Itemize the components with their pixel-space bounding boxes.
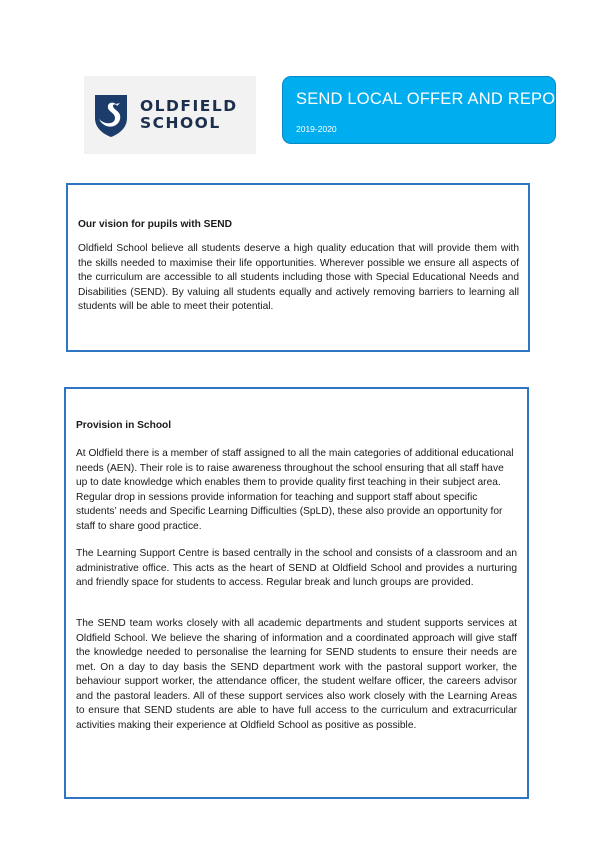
school-wordmark — [140, 98, 238, 132]
provision-paragraph: The SEND team works closely with all academic departments and student supports services at Oldfield School. We believe the sharing of information and a coordinated approach will give staff the knowledge needed to personalise the learning for SEND students to ensure their needs are met. On a day to day basis the SEND department work with the pastoral support worker, the behaviour support worker, the attendance officer, the student welfare officer, the careers advisor and the pastoral leaders. All of these support services also work closely with the Learning Areas to ensure that SEND students are able to have full access to the curriculum and extracurricular activities making their experience at Oldfield School as positive as possible. — [76, 618, 517, 731]
provision-paragraph: The Learning Support Centre is based centrally in the school and consists of a classroom and an administrative office. This acts as the heart of SEND at Oldfield School and provides a nurturing and friendly space for students to access. Regular break and lunch groups are provided. — [76, 548, 517, 588]
vision-heading: Our vision for pupils with SEND — [78, 219, 232, 230]
school-logo — [84, 76, 256, 154]
vision-body: Oldfield School believe all students deserve a high quality education that will provide them with the skills needed to maximise their life opportunities. Wherever possible we ensure all aspects of the curriculum are accessible to all students including those with Special Educational Needs and Disabilities (SEND). By valuing all students equally and actively removing barriers to learning all students will be able to meet their potential. — [78, 243, 519, 312]
swan-crest-icon — [92, 92, 130, 138]
title-card — [282, 76, 578, 144]
provision-section — [64, 387, 529, 799]
vision-section — [66, 183, 530, 352]
logo-line-1: OLDFIELD — [140, 97, 238, 115]
provision-heading: Provision in School — [76, 420, 172, 431]
provision-paragraph: At Oldfield there is a member of staff assigned to all the main categories of additional educational needs (AEN). Their role is to raise awareness throughout the school ensuring that all staff have up to date knowledge which enables them to provide quality first teaching in their subject area. Regular drop in sessions provide information for teaching and support staff about specific students’ needs and Specific Learning Difficulties (SpLD), these also provide an opportunity for staff to share good practice. — [76, 448, 514, 532]
document-year: 2019-2020 — [296, 124, 337, 134]
document-title: SEND LOCAL OFFER AND REPORT — [296, 90, 578, 108]
logo-line-2: SCHOOL — [140, 114, 221, 132]
